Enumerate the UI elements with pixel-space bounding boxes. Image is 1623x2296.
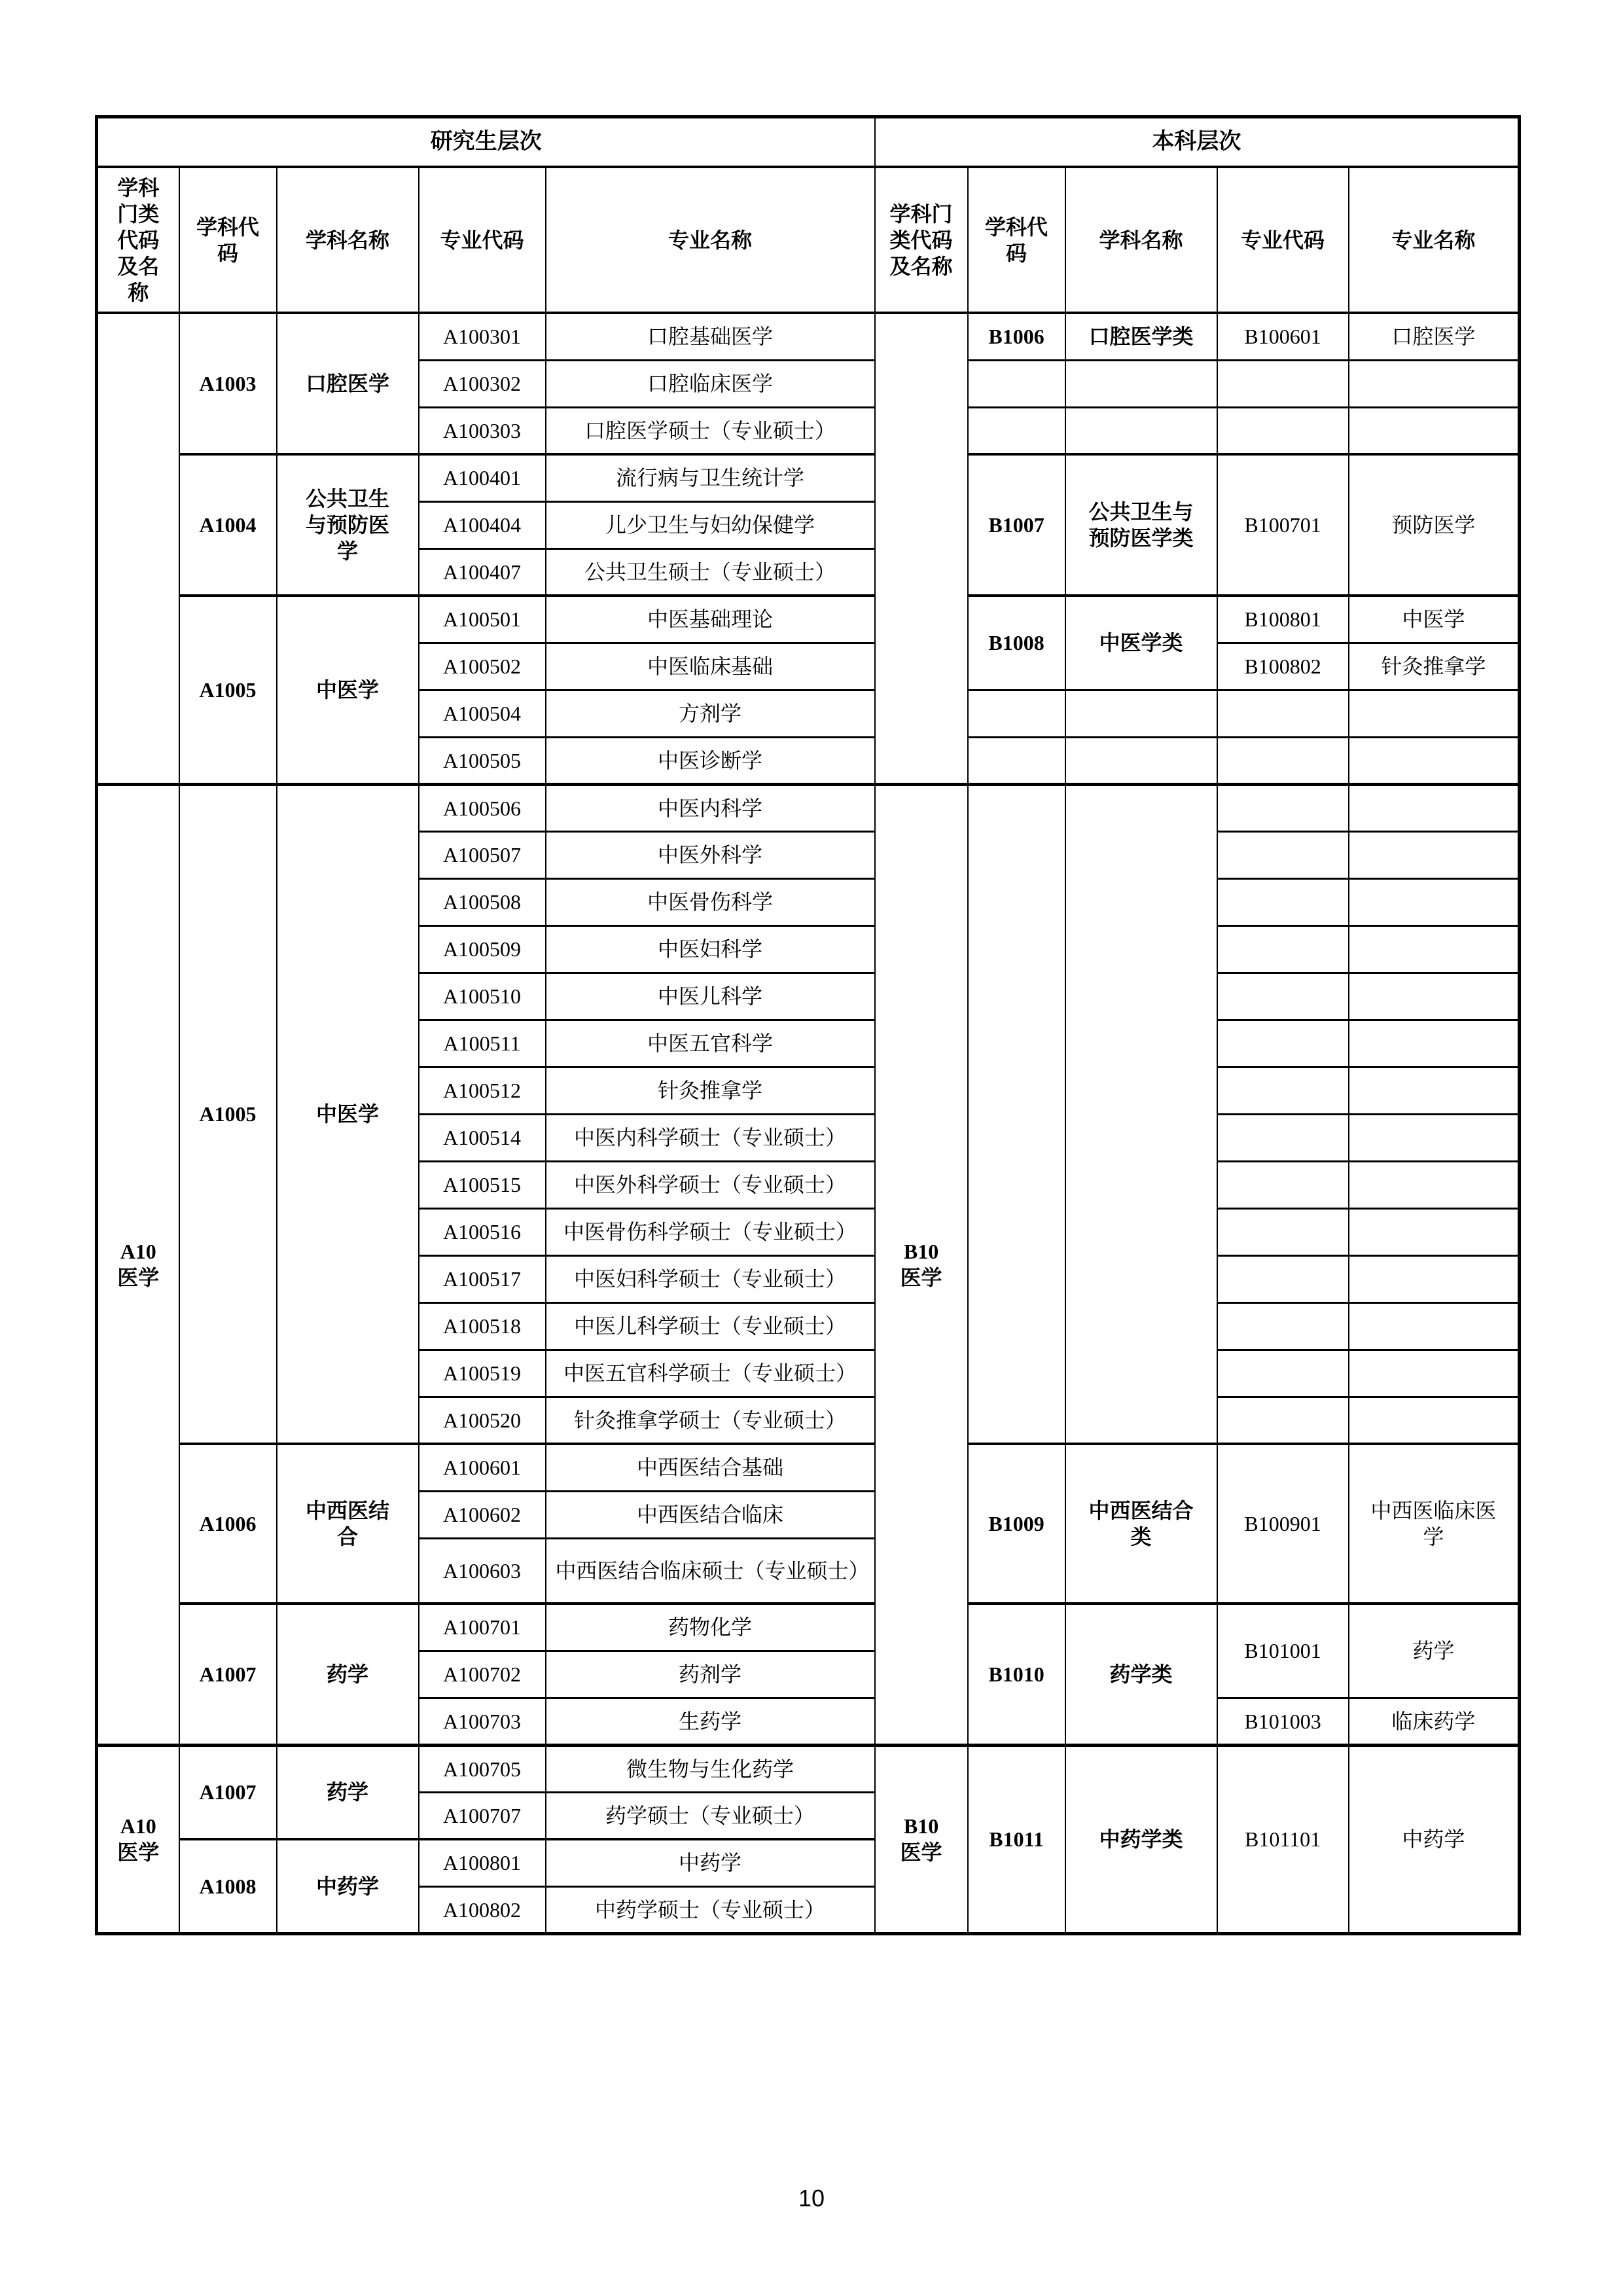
grad-major-name-col-header: 专业名称 <box>546 167 875 313</box>
empty-cell <box>1217 737 1349 784</box>
major-code-cell: A100701 <box>419 1604 546 1651</box>
major-name-cell: 针灸推拿学硕士（专业硕士） <box>546 1397 875 1444</box>
grad-category-cell: A10 医学 <box>97 1745 179 1933</box>
major-code-cell: A100518 <box>419 1302 546 1350</box>
grad-major-code-col-header: 专业代码 <box>419 167 546 313</box>
major-name-cell: 中西医临床医学 <box>1349 1444 1520 1604</box>
empty-cell <box>1349 737 1520 784</box>
empty-cell <box>968 360 1065 407</box>
empty-cell <box>1217 1067 1349 1114</box>
empty-cell <box>1217 973 1349 1020</box>
major-code-cell: A100703 <box>419 1698 546 1745</box>
major-name-cell: 生药学 <box>546 1698 875 1745</box>
empty-cell <box>1065 737 1217 784</box>
major-code-cell: A100302 <box>419 360 546 407</box>
page-number: 10 <box>798 2185 825 2212</box>
ugrad-category-cell <box>875 313 968 784</box>
major-name-cell: 中西医结合临床 <box>546 1491 875 1538</box>
empty-cell <box>1349 784 1520 831</box>
major-name-cell: 中医内科学 <box>546 784 875 831</box>
empty-cell <box>968 784 1065 1444</box>
subject-name-cell: 中西医结合 <box>277 1444 419 1604</box>
major-code-cell: A100601 <box>419 1444 546 1491</box>
major-name-cell: 预防医学 <box>1349 454 1520 596</box>
major-name-cell: 药学 <box>1349 1604 1520 1698</box>
subject-code-cell: B1011 <box>968 1745 1065 1933</box>
subject-name-cell: 口腔医学 <box>277 313 419 454</box>
subject-name-cell: 中医学 <box>277 596 419 784</box>
major-name-cell: 中医外科学硕士（专业硕士） <box>546 1161 875 1208</box>
major-code-cell: B100601 <box>1217 313 1349 360</box>
major-code-cell: A100707 <box>419 1792 546 1839</box>
empty-cell <box>1217 407 1349 454</box>
major-code-cell: A100705 <box>419 1745 546 1792</box>
ugrad-major-name-col-header: 专业名称 <box>1349 167 1520 313</box>
major-name-cell: 微生物与生化药学 <box>546 1745 875 1792</box>
major-code-cell: A100504 <box>419 690 546 737</box>
subject-code-cell: A1004 <box>179 454 277 596</box>
subject-code-cell: A1006 <box>179 1444 277 1604</box>
subject-code-cell: A1007 <box>179 1604 277 1745</box>
major-name-cell: 中医儿科学硕士（专业硕士） <box>546 1302 875 1350</box>
ugrad-major-code-col-header: 专业代码 <box>1217 167 1349 313</box>
major-code-cell: A100511 <box>419 1020 546 1067</box>
empty-cell <box>1349 925 1520 973</box>
table-row <box>97 784 1520 831</box>
ugrad-category-col-header: 学科门类代码及名称 <box>875 167 968 313</box>
empty-cell <box>1349 1114 1520 1161</box>
major-name-cell: 中药学硕士（专业硕士） <box>546 1886 875 1933</box>
major-name-cell: 中医外科学 <box>546 831 875 878</box>
major-code-cell: B100801 <box>1217 596 1349 643</box>
major-code-cell: B101001 <box>1217 1604 1349 1698</box>
subject-code-cell: A1008 <box>179 1839 277 1933</box>
major-code-cell: A100508 <box>419 878 546 925</box>
empty-cell <box>1349 407 1520 454</box>
major-name-cell: 中医妇科学硕士（专业硕士） <box>546 1255 875 1302</box>
major-name-cell: 中医内科学硕士（专业硕士） <box>546 1114 875 1161</box>
grad-subject-code-col-header: 学科代码 <box>179 167 277 313</box>
empty-cell <box>1065 407 1217 454</box>
empty-cell <box>1217 831 1349 878</box>
major-name-cell: 中医骨伤科学 <box>546 878 875 925</box>
empty-cell <box>1217 878 1349 925</box>
major-name-cell: 中医五官科学 <box>546 1020 875 1067</box>
empty-cell <box>1349 1067 1520 1114</box>
major-name-cell: 中医临床基础 <box>546 643 875 690</box>
major-name-cell: 儿少卫生与妇幼保健学 <box>546 501 875 548</box>
major-code-cell: A100506 <box>419 784 546 831</box>
empty-cell <box>1217 1020 1349 1067</box>
major-code-cell: A100520 <box>419 1397 546 1444</box>
empty-cell <box>1065 690 1217 737</box>
grad-category-cell: A10 医学 <box>97 784 179 1745</box>
major-name-cell: 中医骨伤科学硕士（专业硕士） <box>546 1208 875 1255</box>
grad-category-col-header: 学科门类代码及名称 <box>97 167 179 313</box>
empty-cell <box>1349 1208 1520 1255</box>
empty-cell <box>1349 1020 1520 1067</box>
empty-cell <box>1217 1161 1349 1208</box>
grad-category-cell <box>97 313 179 784</box>
major-name-cell: 针灸推拿学 <box>546 1067 875 1114</box>
major-name-cell: 中药学 <box>1349 1745 1520 1933</box>
major-code-cell: A100509 <box>419 925 546 973</box>
major-name-cell: 针灸推拿学 <box>1349 643 1520 690</box>
major-name-cell: 药物化学 <box>546 1604 875 1651</box>
empty-cell <box>1217 1255 1349 1302</box>
empty-cell <box>1217 1302 1349 1350</box>
ugrad-subject-code-col-header: 学科代码 <box>968 167 1065 313</box>
major-code-cell: A100702 <box>419 1651 546 1698</box>
ugrad-category-cell: B10 医学 <box>875 1745 968 1933</box>
major-name-cell: 中医诊断学 <box>546 737 875 784</box>
subject-name-cell: 中药学 <box>277 1839 419 1933</box>
empty-cell <box>1349 878 1520 925</box>
empty-cell <box>1217 1350 1349 1397</box>
subject-name-cell: 公共卫生与预防医学类 <box>1065 454 1217 596</box>
major-name-cell: 公共卫生硕士（专业硕士） <box>546 548 875 596</box>
major-code-cell: A100514 <box>419 1114 546 1161</box>
empty-cell <box>1349 1350 1520 1397</box>
major-code-cell: A100502 <box>419 643 546 690</box>
major-name-cell: 口腔医学硕士（专业硕士） <box>546 407 875 454</box>
table-row <box>97 454 1520 501</box>
empty-cell <box>1349 1302 1520 1350</box>
major-code-cell: A100802 <box>419 1886 546 1933</box>
empty-cell <box>1217 690 1349 737</box>
major-code-cell: B100901 <box>1217 1444 1349 1604</box>
major-code-cell: A100303 <box>419 407 546 454</box>
major-code-cell: A100505 <box>419 737 546 784</box>
subject-code-cell: B1006 <box>968 313 1065 360</box>
major-code-cell: A100515 <box>419 1161 546 1208</box>
subject-name-cell: 药学 <box>277 1745 419 1839</box>
major-code-cell: A100517 <box>419 1255 546 1302</box>
subject-code-cell: A1005 <box>179 596 277 784</box>
empty-cell <box>1349 1255 1520 1302</box>
subject-name-cell: 中医学 <box>277 784 419 1444</box>
empty-cell <box>1349 1397 1520 1444</box>
table-row <box>97 313 1520 360</box>
major-name-cell: 中西医结合临床硕士（专业硕士） <box>546 1538 875 1604</box>
major-name-cell: 中医基础理论 <box>546 596 875 643</box>
empty-cell <box>968 407 1065 454</box>
major-code-cell: A100301 <box>419 313 546 360</box>
empty-cell <box>1217 1397 1349 1444</box>
major-code-cell: A100603 <box>419 1538 546 1604</box>
empty-cell <box>1349 360 1520 407</box>
table-row <box>97 1604 1520 1651</box>
discipline-code-table <box>95 115 1521 1935</box>
empty-cell <box>1349 690 1520 737</box>
graduate-level-header: 研究生层次 <box>97 117 875 168</box>
major-code-cell: A100507 <box>419 831 546 878</box>
major-name-cell: 中医学 <box>1349 596 1520 643</box>
empty-cell <box>1349 1161 1520 1208</box>
major-name-cell: 流行病与卫生统计学 <box>546 454 875 501</box>
column-header-row <box>97 167 1520 313</box>
major-name-cell: 药学硕士（专业硕士） <box>546 1792 875 1839</box>
empty-cell <box>1217 1114 1349 1161</box>
empty-cell <box>1217 1208 1349 1255</box>
empty-cell <box>968 737 1065 784</box>
major-code-cell: A100602 <box>419 1491 546 1538</box>
major-name-cell: 中药学 <box>546 1839 875 1886</box>
major-name-cell: 中医五官科学硕士（专业硕士） <box>546 1350 875 1397</box>
grad-subject-name-col-header: 学科名称 <box>277 167 419 313</box>
empty-cell <box>1065 784 1217 1444</box>
major-code-cell: A100516 <box>419 1208 546 1255</box>
major-name-cell: 口腔医学 <box>1349 313 1520 360</box>
subject-name-cell: 中西医结合类 <box>1065 1444 1217 1604</box>
level-header-row <box>97 117 1520 168</box>
empty-cell <box>1349 831 1520 878</box>
subject-name-cell: 药学 <box>277 1604 419 1745</box>
major-name-cell: 中西医结合基础 <box>546 1444 875 1491</box>
subject-code-cell: A1005 <box>179 784 277 1444</box>
major-code-cell: B101101 <box>1217 1745 1349 1933</box>
table-row <box>97 1745 1520 1792</box>
major-name-cell: 口腔临床医学 <box>546 360 875 407</box>
subject-code-cell: A1007 <box>179 1745 277 1839</box>
major-code-cell: A100510 <box>419 973 546 1020</box>
subject-code-cell: B1010 <box>968 1604 1065 1745</box>
major-name-cell: 方剂学 <box>546 690 875 737</box>
empty-cell <box>1217 784 1349 831</box>
subject-name-cell: 中医学类 <box>1065 596 1217 690</box>
table-row <box>97 1444 1520 1491</box>
major-name-cell: 口腔基础医学 <box>546 313 875 360</box>
ugrad-subject-name-col-header: 学科名称 <box>1065 167 1217 313</box>
subject-name-cell: 口腔医学类 <box>1065 313 1217 360</box>
empty-cell <box>968 690 1065 737</box>
major-code-cell: A100404 <box>419 501 546 548</box>
major-code-cell: A100512 <box>419 1067 546 1114</box>
major-name-cell: 药剂学 <box>546 1651 875 1698</box>
table-row <box>97 596 1520 643</box>
subject-code-cell: B1007 <box>968 454 1065 596</box>
major-name-cell: 中医儿科学 <box>546 973 875 1020</box>
undergraduate-level-header: 本科层次 <box>875 117 1520 168</box>
major-name-cell: 中医妇科学 <box>546 925 875 973</box>
major-code-cell: A100501 <box>419 596 546 643</box>
major-code-cell: B100701 <box>1217 454 1349 596</box>
major-code-cell: B100802 <box>1217 643 1349 690</box>
major-name-cell: 临床药学 <box>1349 1698 1520 1745</box>
major-code-cell: A100401 <box>419 454 546 501</box>
major-code-cell: A100801 <box>419 1839 546 1886</box>
major-code-cell: A100519 <box>419 1350 546 1397</box>
subject-code-cell: A1003 <box>179 313 277 454</box>
subject-name-cell: 公共卫生与预防医学 <box>277 454 419 596</box>
empty-cell <box>1349 973 1520 1020</box>
empty-cell <box>1065 360 1217 407</box>
subject-code-cell: B1008 <box>968 596 1065 690</box>
subject-name-cell: 中药学类 <box>1065 1745 1217 1933</box>
major-code-cell: A100407 <box>419 548 546 596</box>
empty-cell <box>1217 360 1349 407</box>
empty-cell <box>1217 925 1349 973</box>
subject-code-cell: B1009 <box>968 1444 1065 1604</box>
major-code-cell: B101003 <box>1217 1698 1349 1745</box>
subject-name-cell: 药学类 <box>1065 1604 1217 1745</box>
ugrad-category-cell: B10 医学 <box>875 784 968 1745</box>
